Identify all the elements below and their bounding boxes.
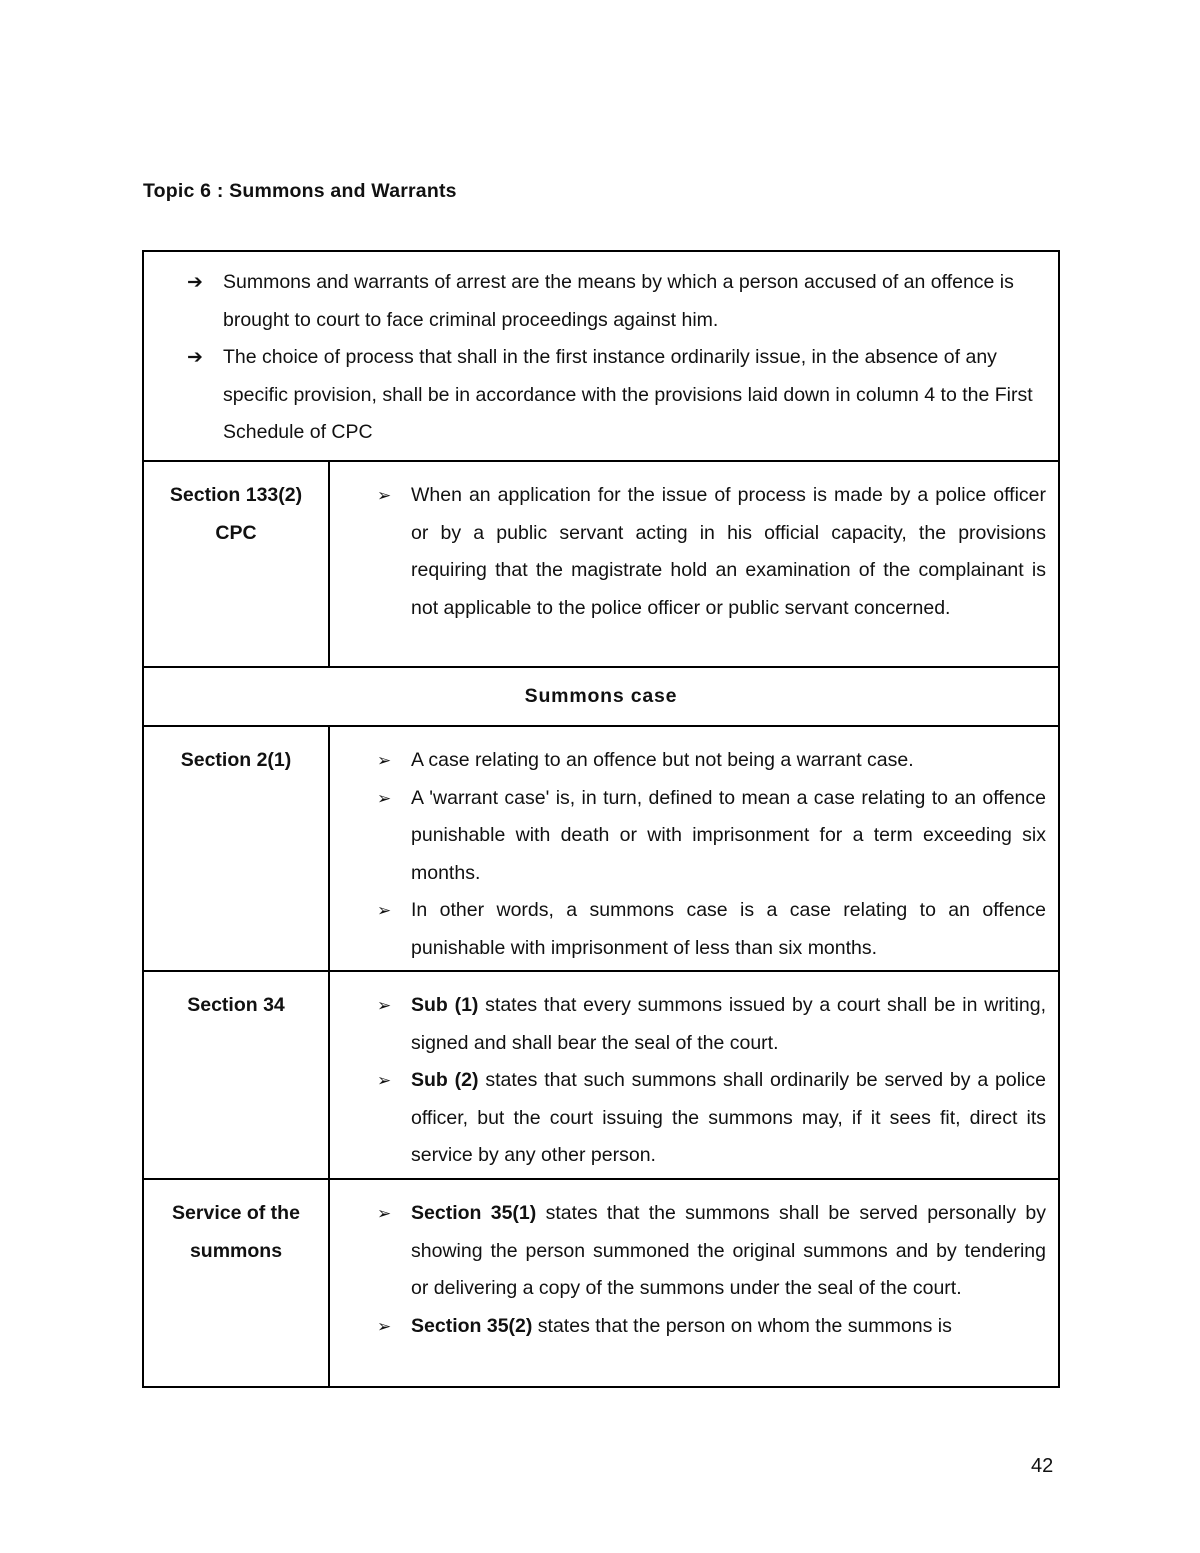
list-item: ➢ A case relating to an offence but not being a warrant case. [377, 742, 1046, 780]
arrowhead-bullet-icon: ➢ [377, 788, 392, 808]
list-item: ➢ Sub (1) states that every summons issued by a court shall be in writing, signed and shall bear the seal of the court. [377, 987, 1046, 1062]
service-row [144, 1178, 1058, 1386]
arrowhead-bullet-icon: ➢ [377, 751, 392, 770]
section-2-1-row [144, 725, 1058, 970]
section-label: Section 2(1) [144, 727, 330, 970]
list-item: ➢ Section 35(1) states that the summons shall be served personally by showing the person summoned the original summons and by tendering or delivering a copy of the summons under the seal of the court. [377, 1195, 1046, 1308]
section-content [330, 972, 1058, 1178]
section-content [330, 727, 1058, 970]
arrowhead-bullet-icon: ➢ [377, 1071, 392, 1090]
list-item: ➢ Sub (2) states that such summons shall ordinarily be served by a police officer, but the court issuing the summons may, if it sees fit, direct its service by any other person. [377, 1062, 1046, 1175]
list-item: ➢ Section 35(2) states that the person on whom the summons is [377, 1308, 1046, 1346]
section-133-row [144, 460, 1058, 666]
arrowhead-bullet-icon: ➢ [377, 996, 392, 1015]
page-title: Topic 6 : Summons and Warrants [143, 180, 457, 202]
page-number: 42 [1031, 1455, 1054, 1477]
arrowhead-bullet-icon: ➢ [377, 1204, 392, 1223]
section-content [330, 462, 1058, 666]
arrowhead-bullet-icon: ➢ [377, 1316, 392, 1336]
intro-item: ➔ Summons and warrants of arrest are the means by which a person accused of an offence is brought to court to face criminal proceedings against him. [187, 264, 1044, 339]
list-item: ➢ A 'warrant case' is, in turn, defined to mean a case relating to an offence punishable with death or with imprisonment for a term exceeding six months. [377, 780, 1046, 893]
summons-case-heading-row [144, 666, 1058, 725]
section-label: Section 133(2) CPC [144, 462, 330, 666]
arrow-bullet-icon: ➔ [187, 347, 203, 368]
section-content [330, 1180, 1058, 1386]
list-item: ➢ When an application for the issue of process is made by a police officer or by a public servant acting in his official capacity, the provisions requiring that the magistrate hold an examination of the complainant is not applicable to the police officer or public servant concerned. [377, 477, 1046, 627]
arrowhead-bullet-icon: ➢ [377, 901, 392, 920]
arrowhead-bullet-icon: ➢ [377, 486, 392, 505]
section-label: Service of the summons [144, 1180, 330, 1386]
section-34-row [144, 970, 1058, 1178]
intro-row [144, 252, 1058, 460]
section-heading: Summons case [524, 685, 678, 707]
arrow-bullet-icon: ➔ [187, 272, 203, 293]
notes-table [142, 250, 1060, 1388]
section-label: Section 34 [144, 972, 330, 1178]
intro-item: ➔ The choice of process that shall in the first instance ordinarily issue, in the absence of any specific provision, shall be in accordance with the provisions laid down in column 4 to the First Schedule of CPC [187, 339, 1044, 452]
list-item: ➢ In other words, a summons case is a case relating to an offence punishable with imprisonment of less than six months. [377, 892, 1046, 967]
